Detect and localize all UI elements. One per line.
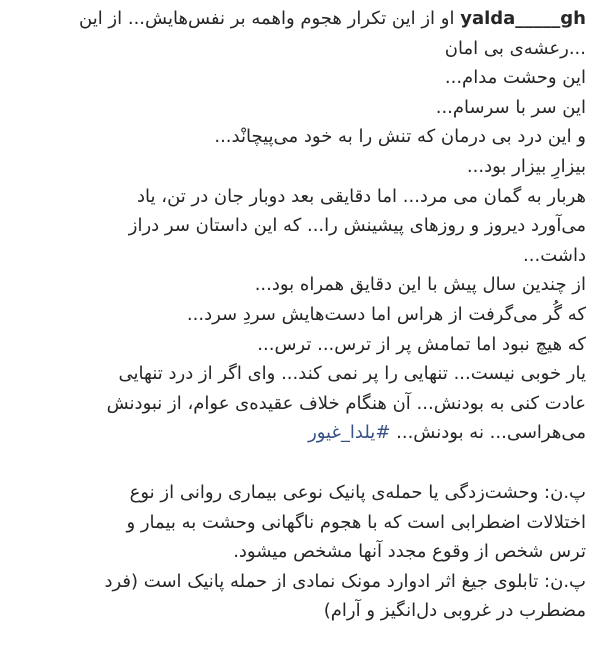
note-line: پ.ن: وحشت‌زدگی یا حمله‌ی پانیک نوعی بیماری روانی از نوع: [129, 481, 586, 503]
caption-line: [8, 4, 586, 34]
note-line: اختلالات اضطرابی است که با هجوم ناگهانی وحشت به بیمار و: [126, 511, 586, 533]
caption-line: می‌آورد دیروز و روزهای پیشینش را... که این داستان سر دراز: [128, 215, 586, 237]
note-line: پ.ن: تابلوی جیغ اثر ادوارد مونک نمادی از حمله پانیک است (فرد: [104, 570, 586, 592]
caption-line: از چندین سال پیش با این دقایق همراه بود...: [254, 274, 586, 296]
caption-line: هربار به گمان می مرد... اما دقایقی بعد دوبار جان در تن، یاد: [137, 185, 586, 207]
note-line: ترس شخص از وقوع مجدد آنها مشخص میشود.: [233, 541, 586, 563]
caption-line: عادت کنی به بودنش... آن هنگام خلاف عقیده‌ی عوام، از نبودنش: [106, 392, 586, 414]
caption-line: [8, 418, 586, 448]
paragraph-spacer: [8, 448, 586, 478]
note-line: مضطرب در غروبی دل‌انگیز و آرام): [323, 600, 586, 622]
caption-text: می‌هراسی... نه بودنش...: [390, 422, 586, 444]
caption-line: داشت...: [523, 244, 586, 266]
caption-line: و این درد بی درمان که تنش را به خود می‌پیچانْد...: [214, 126, 586, 148]
username-link[interactable]: yalda_____gh: [460, 8, 586, 29]
caption-text: او از این تکرار هجوم واهمه بر نفس‌هایش... از این: [79, 8, 455, 29]
caption-line: یار خوبی نیست... تنهایی را پر نمی کند... وای اگر از درد تنهایی: [118, 363, 586, 385]
caption-line: که هیچ نبود اما تمامش پر از ترس... ترس...: [257, 333, 586, 355]
caption-line: بیزارِ بیزار بود...: [466, 155, 586, 177]
caption-line: که گُر می‌گرفت از هراس اما دست‌هایش سردِ سرد...: [186, 303, 586, 325]
caption-line: این سر با سرسام...: [435, 96, 586, 118]
caption-line: ...رعشه‌ی بی امان: [444, 37, 586, 59]
hashtag-link[interactable]: #یلدا_غیور: [308, 422, 391, 444]
caption-line: این وحشت مدام...: [444, 67, 586, 89]
